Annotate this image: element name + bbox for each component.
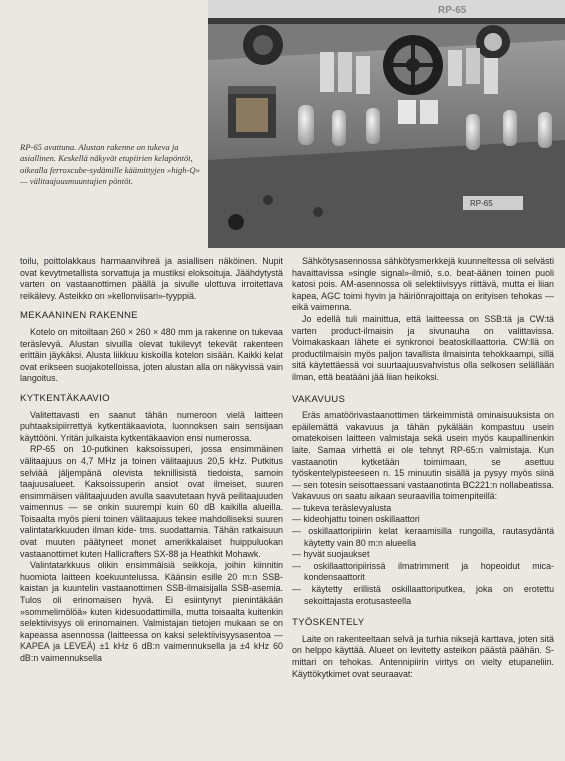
heading-vakavuus: VAKAVUUS [292, 393, 346, 405]
stability-list [292, 503, 554, 607]
paragraph: Sähkötysasennossa sähkötysmerkkejä kuunneltessa oli selvästi havaittavissa »single signal»-ilmiö, s.o. beat-äänen toinen puoli katosi pois. AM-asennossa oli selektiivisyys riittävä, mutta ei liian kapea, AGC toimi hyvin ja häiriönrajoittaja on erityisen tehokas — eikä vaimenna. [292, 256, 554, 313]
photo-top-text: RP-65 [438, 5, 467, 16]
list-item: — kideohjattu toinen oskillaattori [292, 514, 554, 526]
paragraph: Kotelo on mitoiltaan 260 × 260 × 480 mm ja rakenne on tukevaa teräslevyä. Alustan sivuilla olevat tukilevyt tekevät rakenteen erittäin jäykäksi. Alusta liikkuu kiskoilla kotelon sisään. Kaikki kelat ovat erikseen suojakotelloissa, joten alustan alla on näkyvissä vain langoitus. [20, 326, 283, 384]
photo-caption: RP-65 avattuna. Alustan rakenne on tukeva ja asiallinen. Keskellä näkyvät etupiirien kelapöntöt, oikealla ferroxcube-sydämille käämittyjen »high-Q» — välitaajuusmuuntajien pöntöt. [20, 142, 200, 186]
heading-kytkentakaavio: KYTKENTÄKAAVIO [20, 392, 110, 404]
list-item: — tukeva teräslevyalusta [292, 503, 554, 515]
paragraph: Jo edellä tuli mainittua, että laitteessa on SSB:tä ja CW:tä varten product-ilmaisin ja sivunauha on valittavissa. Voimakaskaan lähete ei synkronoi beatoskillaattoria. CW:llä on productilmaisin myös paljon tavallista ilmaisinta tehokkaampi, sillä sitä käytettäessä voi suurtaajuusvahvistus olla selkosen selällään ilman, että beatääni jää liian heikoksi. [292, 313, 554, 382]
heading-tyoskentely: TYÖSKENTELY [292, 617, 365, 629]
left-column [20, 256, 283, 665]
paragraph: Valitettavasti en saanut tähän numeroon vielä laitteen puhtaaksipiirrettyä kytkentäkaaviota, luonnoksen sain sensijaan käyttööni. Yritän julkaista kytkentäkaavion ensi numerossa. [20, 409, 283, 443]
list-item: — oskillaattoripiirissä ilmatrimmerit ja hopeoidut mica-kondensaattorit [292, 561, 554, 584]
gear-wheel [383, 35, 443, 95]
paragraph: Valintatarkkuus olikin ensimmäisiä seikkoja, joihin kiinnitin huomiota laitteen koekuuntelussa. Käänsin esille 20 m:n SSB-kaistan ja kuuntelin vastaanottimen SSB-ilmaisijalla SSB-asemia. Tulos oli erinomaisen hyvä. Ei esiintynyt pienintäkään »sommelimölöä» kuten kidesuodattimilla, mutta toisaalta kuitenkin selektiivisyys oli erinomainen. Valmistajan tietojen mukaan se on kapeassa asennossa (laitteessa on kaksi selektiivisyysasentoa — KAPEA ja LEVEÄ) ±1 kHz 6 dB:n vaimennuksella ja ±4 kHz 60 dB:n vaimennuksella [20, 560, 283, 663]
right-column [292, 256, 554, 680]
list-item: — käytetty erillistä oskillaattoriputkea, joka on erotettu sekoittajasta erotusasteella [292, 584, 554, 607]
transformer [228, 86, 276, 138]
list-item: — hyvät suojaukset [292, 549, 554, 561]
heading-mekaaninen-rakenne: MEKAANINEN RAKENNE [20, 310, 138, 322]
paragraph: RP-65 on 10-putkinen kaksoissuperi, jossa ensimmäinen välitaajuus on 4,7 MHz ja toinen välitaajuus 20,5 kHz. Putkitus selviää jäljempänä olevista teknillisistä tiedoista, samoin taajuusalueet. Kaksoissuperin ansiot ovat ilmeiset, suuren ensimmäisen välitaajuuden avulla saavutetaan hyvä peilitaajuuden vaimennus — se onkin suurempi kuin 60 dB kaikilla alueilla. Toisaalta myös pieni toinen välitaajuus tekee mahdolliseksi suuren valintatarkkuuden ilman kide- tms. suodattamia. Tähän ratkaisuun ovat muuten päätyneet monet amerikkalaiset huippuluokan vastaanottimet kuten Hallicrafters SX-88 ja Heathkit Mohawk. [20, 444, 283, 559]
paragraph: Eräs amatöörivastaanottimen tärkeimmistä ominaisuuksista on epäilemättä vakavuus ja tähän pykälään kompastuu usein omatekoisen laitteen valmistaja sekä usein myös kaupallinenkin laite. Samaa virhettä ei ole tehnyt RP-65:n valmistaja. Kun vastaanotin kytketään toimimaan, se asettuu työskentelypisteeseen n. 15 minuutin sisällä ja pysyy myös siinä — sen totesin seisottaessani vastaanotinta BC221:n nollabeatissa. Vakavuus on saatu aikaan seuraavilla toimenpiteillä: [292, 410, 554, 502]
paragraph: Laite on rakenteeltaan selvä ja turhia niksejä karttava, joten sitä on helppo käyttää. Alueet on levitetty asteikon päästä päähän. S-mittari on tehokas. Antennipiirin viritys on vielty etupaneliin. Käyttökytkimet ovat seuraavat: [292, 633, 554, 679]
receiver-photo [208, 0, 565, 248]
board-label: RP-65 [470, 199, 493, 208]
list-item: — oskillaattoripiirin kelat keraamisilla rungoilla, rautasydäntä käytetty vain 80 m:n alueella [292, 526, 554, 549]
intro-paragraph: toilu, poittolakkaus harmaanvihreä ja asiallisen näköinen. Nupit ovat kevytmetallista sorvattuja ja mustiksi eloksoituja. Jäähdytystä varten on vastaanottimen päällä ja sivulle ulottuva irroitettava reikälevy. Asteikko on »kellonviisari»-tyyppiä. [20, 256, 283, 301]
